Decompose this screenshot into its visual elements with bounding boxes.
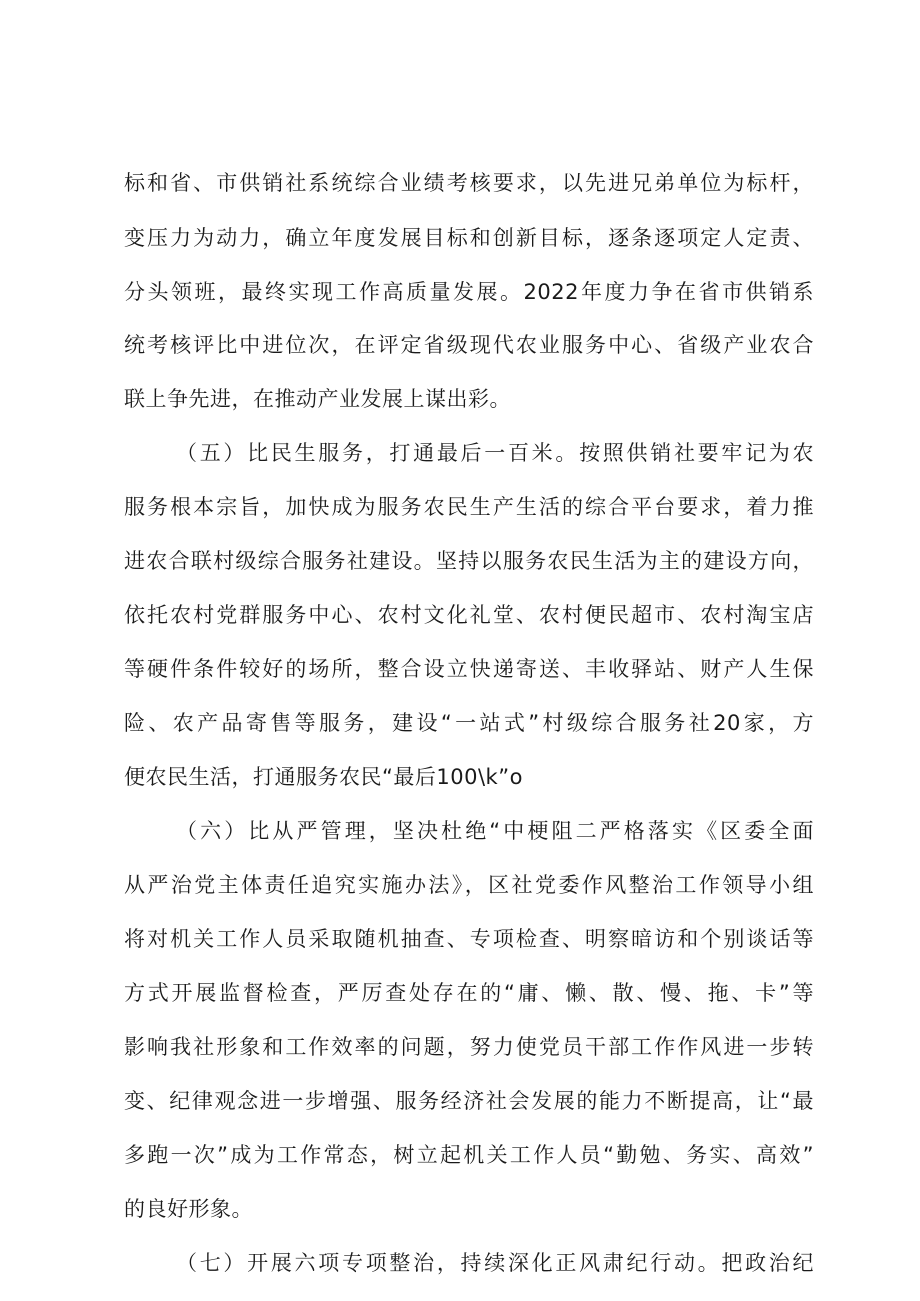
paragraph-3-line-1: （六）比从严管理，坚决杜绝“中梗阻二严格落实《区委全面: [176, 819, 814, 843]
paragraph-3-line-2: 从严治党主体责任追究实施办法》，区社党委作风整治工作领导小组: [124, 873, 814, 897]
paragraph-2-line-6: 险、农产品寄售等服务，建设“一站式”村级综合服务社20家，方: [124, 711, 814, 735]
paragraph-1-line-2: 变压力为动力，确立年度发展目标和创新目标，逐条逐项定人定责、: [124, 226, 814, 250]
paragraph-2-line-7: 便农民生活，打通服务农民“最后100\k”o: [124, 765, 523, 789]
paragraph-2-line-4: 依托农村党群服务中心、农村文化礼堂、农村便民超市、农村淘宝店: [124, 603, 814, 627]
paragraph-2-line-2: 服务根本宗旨，加快成为服务农民生产生活的综合平台要求，着力推: [124, 495, 814, 519]
paragraph-1-line-4: 统考核评比中进位次，在评定省级现代农业服务中心、省级产业农合: [124, 333, 814, 357]
paragraph-2-line-5: 等硬件条件较好的场所，整合设立快递寄送、丰收驿站、财产人生保: [124, 657, 814, 681]
paragraph-2-line-1: （五）比民生服务，打通最后一百米。按照供销社要牢记为农: [176, 441, 814, 465]
paragraph-2-line-3: 进农合联村级综合服务社建设。坚持以服务农民生活为主的建设方向，: [124, 549, 814, 573]
paragraph-3-line-4: 方式开展监督检查，严厉查处存在的“庸、懒、散、慢、拖、卡”等: [124, 981, 814, 1005]
paragraph-3-line-5: 影响我社形象和工作效率的问题，努力使党员干部工作作风进一步转: [124, 1035, 814, 1059]
paragraph-3-line-7: 多跑一次”成为工作常态，树立起机关工作人员“勤勉、务实、高效”: [124, 1143, 814, 1167]
paragraph-3-line-6: 变、纪律观念进一步增强、服务经济社会发展的能力不断提高，让“最: [124, 1089, 814, 1113]
paragraph-1-line-3: 分头领班，最终实现工作高质量发展。2022年度力争在省市供销系: [124, 280, 814, 304]
paragraph-1-line-1: 标和省、市供销社系统综合业绩考核要求，以先进兄弟单位为标杆，: [124, 171, 814, 195]
paragraph-3-line-3: 将对机关工作人员采取随机抽查、专项检查、明察暗访和个别谈话等: [124, 927, 814, 951]
paragraph-1-line-5: 联上争先进，在推动产业发展上谋出彩。: [124, 387, 511, 411]
paragraph-3-line-8: 的良好形象。: [124, 1197, 253, 1221]
paragraph-4-line-1: （七）开展六项专项整治，持续深化正风肃纪行动。把政治纪: [176, 1251, 814, 1275]
